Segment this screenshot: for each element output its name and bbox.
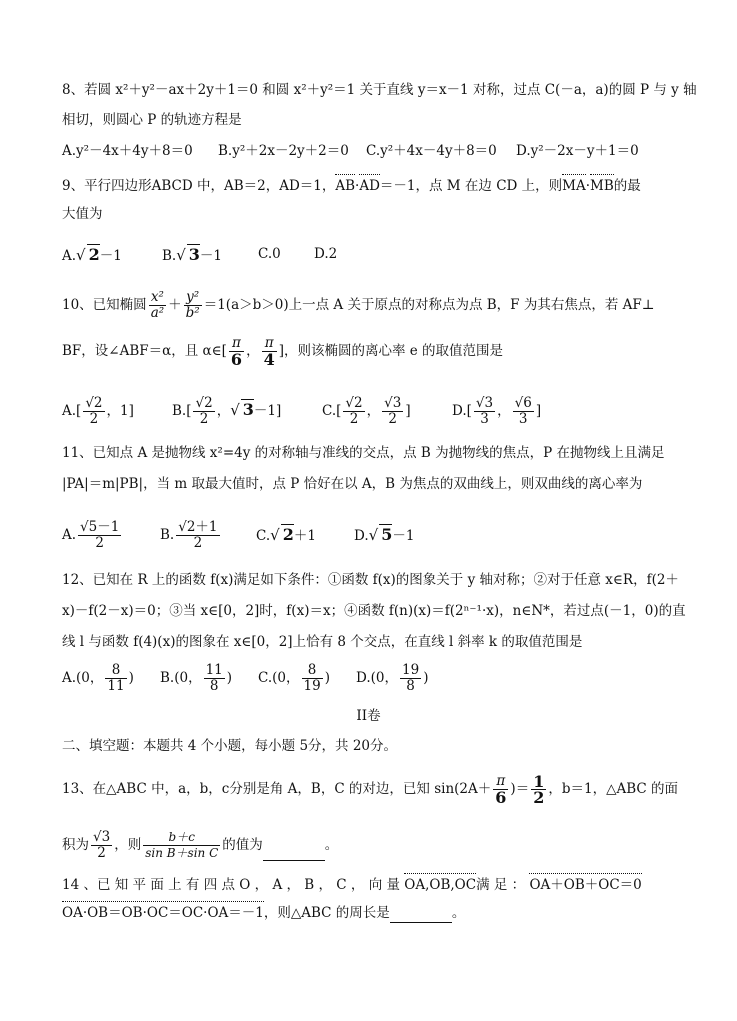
q13-stem-line2 bbox=[62, 830, 338, 861]
q12-option-c bbox=[258, 663, 330, 694]
q12-stem-line3: 线 l 与函数 f(4)(x)的图象在 x∈[0，2]上恰有 8 个交点，在直线 l 斜率 k 的取值范围是 bbox=[62, 634, 583, 650]
opt-frac bbox=[78, 520, 121, 551]
opt-label: C. bbox=[256, 528, 271, 544]
answer-blank[interactable] bbox=[390, 908, 452, 923]
frac-den: 6 bbox=[495, 788, 507, 807]
opt-frac bbox=[382, 396, 403, 427]
q9-opt-a-tail: －1 bbox=[99, 248, 122, 264]
q9-option-a: A.√ 2－1 bbox=[62, 245, 122, 264]
frac-num: 1 bbox=[533, 772, 545, 791]
q11-stem-line1: 11、已知点 A 是抛物线 x²=4y 的对称轴与准线的交点，点 B 为抛物线的焦点，P 在抛物线上且满足 bbox=[62, 445, 665, 461]
frac-den: a² bbox=[150, 305, 165, 321]
ratio-frac bbox=[143, 830, 220, 861]
frac-num: √3 bbox=[384, 395, 402, 411]
q11-option-d: D.√ 5－1 bbox=[354, 525, 415, 544]
q8-option-b: B.y²＋2x－2y＋2＝0 bbox=[218, 143, 349, 159]
opt-frac bbox=[105, 663, 126, 694]
opt-label: A.[ bbox=[62, 403, 82, 419]
opt-tail: －1] bbox=[253, 403, 282, 419]
one-half bbox=[531, 774, 546, 805]
opt-label: D. bbox=[354, 528, 369, 544]
frac-num: 8 bbox=[302, 663, 323, 679]
q9-option-c: C.0 bbox=[258, 246, 281, 262]
frac-den: 6 bbox=[230, 350, 243, 369]
ellipse-y-term bbox=[184, 290, 202, 321]
opt-label: B.(0， bbox=[160, 670, 202, 686]
frac-num: √2 bbox=[195, 395, 213, 411]
q9-option-d: D.2 bbox=[314, 246, 338, 262]
q13-stem-line1 bbox=[62, 774, 678, 805]
frac-den: 4 bbox=[263, 350, 275, 369]
q14-text-mid: 满 足 ： bbox=[476, 877, 526, 893]
frac-den: 2 bbox=[533, 788, 545, 807]
frac-den: 3 bbox=[518, 411, 528, 427]
frac-den: 2 bbox=[193, 535, 203, 551]
opt-tail: ] bbox=[535, 403, 542, 419]
q14-text-pre: 14 、已 知 平 面 上 有 四 点 O ， A ， B ， C ， 向 量 bbox=[62, 877, 400, 893]
vector-ab: AB bbox=[335, 173, 355, 196]
frac-num: π bbox=[229, 336, 244, 352]
q13-text-pre: 13、在△ABC 中，a，b，c分别是角 A，B，C 的对边，已知 sin(2A＋ bbox=[62, 781, 492, 797]
frac-den: 8 bbox=[209, 678, 219, 694]
frac-den: 2 bbox=[97, 845, 106, 861]
q11-stem-line2: |PA|＝m|PB|，当 m 取最大值时，点 P 恰好在以 A，B 为焦点的双曲线上，则双曲线的离心率为 bbox=[62, 476, 643, 492]
opt-label: C.[ bbox=[322, 403, 342, 419]
area-frac bbox=[91, 830, 112, 861]
q12-option-b bbox=[160, 663, 232, 694]
opt-label: A.(0， bbox=[62, 670, 104, 686]
opt-label: C.(0， bbox=[258, 670, 300, 686]
q10-option-d bbox=[452, 396, 541, 427]
opt-label: B. bbox=[160, 527, 175, 543]
opt-radicand: 2 bbox=[282, 525, 294, 544]
ellipse-x-term bbox=[149, 290, 166, 321]
opt-frac bbox=[343, 396, 364, 427]
frac-num: √5－1 bbox=[80, 519, 120, 535]
q14-vector-sum: OA＋OB＋OC＝0 bbox=[529, 872, 641, 895]
frac-den: 2 bbox=[349, 411, 359, 427]
opt-radicand: 3 bbox=[242, 400, 254, 419]
opt-frac bbox=[83, 396, 104, 427]
frac-den: 2 bbox=[199, 411, 209, 427]
frac-den: b² bbox=[185, 305, 200, 321]
q13-tail: 的值为 bbox=[222, 837, 263, 853]
opt-label: A. bbox=[62, 527, 77, 543]
q9-opt-b-radicand: 3 bbox=[188, 245, 200, 264]
opt-tail: ＋1 bbox=[293, 528, 316, 544]
opt-tail: ) bbox=[324, 670, 330, 686]
q8-stem-line2: 相切，则圆心 P 的轨迹方程是 bbox=[62, 112, 242, 128]
q9-text-post: 的最 bbox=[613, 178, 641, 194]
frac-num: π bbox=[493, 774, 508, 790]
opt-tail: ) bbox=[423, 670, 429, 686]
frac-num: b＋c bbox=[143, 830, 220, 846]
q9-opt-b-label: B. bbox=[162, 248, 177, 264]
frac-den: 2 bbox=[95, 535, 104, 551]
opt-frac bbox=[400, 663, 421, 694]
q13-then: ，则 bbox=[114, 837, 142, 853]
q9-opt-a-label: A. bbox=[62, 248, 77, 264]
q8-option-d: D.y²－2x－y＋1＝0 bbox=[516, 143, 639, 159]
q14-stem-line2 bbox=[62, 900, 465, 923]
q12-option-a bbox=[62, 663, 134, 694]
frac-den: 8 bbox=[406, 678, 415, 694]
frac-num: √2 bbox=[345, 395, 363, 411]
q9-text-mid: ＝－1，点 M 在边 CD 上，则 bbox=[379, 178, 563, 194]
q12-stem-line2: x)－f(2－x)＝0；③当 x∈[0，2]时，f(x)＝x；④函数 f(n)(x)＝f(2ⁿ⁻¹·x)，n∈N*，若过点(－1，0)的直 bbox=[62, 603, 686, 619]
q14-tail: ，则△ABC 的周长是 bbox=[263, 905, 390, 921]
q13-eq: )＝ bbox=[510, 781, 530, 797]
q13-text-post: ，b＝1，△ABC 的面 bbox=[548, 781, 678, 797]
opt-frac bbox=[302, 663, 323, 694]
opt-tail: ，1] bbox=[106, 403, 134, 419]
frac-num: √3 bbox=[93, 829, 111, 845]
q10-stem-line2: BF，设∠ABF＝α，且 α∈[ $\frac{\pi}{6}$ ， $\frac{\pi}{4}$ ]，则该椭圆的离心率 e 的取值范围是 bbox=[62, 335, 504, 369]
opt-sep: ， bbox=[497, 403, 511, 419]
q9-stem-line1: 9、平行四边形ABCD 中，AB＝2，AD＝1，AB·AD＝－1，点 M 在边 CD 上，则MA·MB的最 bbox=[62, 173, 641, 196]
frac-num: y² bbox=[184, 290, 202, 306]
q14-vectors: OA,OB,OC bbox=[404, 872, 476, 895]
frac-num: √2 bbox=[85, 395, 103, 411]
q8-option-a: A.y²－4x＋4y＋8＝0 bbox=[62, 143, 193, 159]
q10-stem-line1: 10、已知椭圆 $\frac{\text{x²}}{\text{a²}}$ ＋ $\frac{\text{y²}}{\text{b²}}$ ＝1(a＞b＞0)上一点 A 关于原点的对称点为点 B，F 为其右焦点，若 AF⊥ bbox=[62, 289, 655, 321]
q8-stem-line1: 8、若圆 x²＋y²－ax＋2y＋1＝0 和圆 x²＋y²＝1 关于直线 y＝x－1 对称，过点 C(－a，a)的圆 P 与 y 轴 bbox=[62, 82, 697, 98]
frac-num: 19 bbox=[402, 662, 420, 678]
q13-line2-pre: 积为 bbox=[62, 837, 89, 853]
pi-over-6 bbox=[229, 336, 244, 367]
q11-option-a bbox=[62, 520, 123, 551]
q14-stem-line1 bbox=[62, 872, 642, 895]
opt-tail: －1 bbox=[392, 528, 415, 544]
frac-num: √2＋1 bbox=[178, 519, 218, 535]
q9-opt-b-tail: －1 bbox=[199, 248, 223, 264]
q10-line2-post: ]，则该椭圆的离心率 e 的取值范围是 bbox=[278, 343, 504, 359]
q12-stem-line1: 12、已知在 R 上的函数 f(x)满足如下条件：①函数 f(x)的图象关于 y 轴对称；②对于任意 x∈R，f(2＋ bbox=[62, 572, 679, 588]
opt-frac bbox=[513, 396, 534, 427]
q8-option-c: C.y²＋4x－4y＋8＝0 bbox=[366, 143, 497, 159]
q10-option-c bbox=[322, 396, 411, 427]
opt-label: D.[ bbox=[452, 403, 472, 419]
opt-label: D.(0， bbox=[356, 670, 398, 686]
answer-blank[interactable] bbox=[263, 846, 325, 861]
q9-option-b: B.√ 3－1 bbox=[162, 245, 223, 264]
q10-line2-pre: BF，设∠ABF＝α，且 α∈[ bbox=[62, 343, 227, 359]
frac-num: 8 bbox=[105, 663, 126, 679]
q13-end: 。 bbox=[324, 837, 339, 853]
opt-frac bbox=[176, 520, 219, 551]
pi-over-4 bbox=[262, 336, 277, 367]
q9-text-pre: 9、平行四边形ABCD 中，AB＝2，AD＝1， bbox=[62, 178, 336, 194]
q9-stem-line2: 大值为 bbox=[62, 206, 103, 222]
frac-den: sin B＋sin C bbox=[145, 846, 219, 860]
vector-ad: AD bbox=[359, 173, 380, 196]
q12-option-d bbox=[356, 663, 428, 694]
frac-den: 11 bbox=[107, 678, 125, 694]
frac-den: 19 bbox=[303, 678, 321, 694]
opt-tail: ) bbox=[226, 670, 233, 686]
opt-label: B.[ bbox=[172, 403, 192, 419]
q11-option-b bbox=[160, 520, 222, 551]
frac-num: 11 bbox=[205, 662, 223, 678]
opt-sep: ， bbox=[366, 403, 381, 419]
part-heading: 二、填空题：本题共 4 个小题，每小题 5分，共 20分。 bbox=[62, 738, 398, 754]
opt-frac bbox=[204, 663, 225, 694]
opt-sep: ， bbox=[216, 403, 231, 419]
frac-num: √3 bbox=[475, 395, 494, 411]
opt-frac bbox=[474, 396, 495, 427]
q10-option-b: B.[ $\frac{√2}{2}$ ，√ 3－1] bbox=[172, 395, 282, 427]
q14-dot-products: OA·OB＝OB·OC＝OC·OA＝－1 bbox=[62, 900, 264, 923]
frac-den: 2 bbox=[89, 411, 99, 427]
q10-condition: ＝1(a＞b＞0) bbox=[203, 297, 289, 313]
q10-text-post: 上一点 A 关于原点的对称点为点 B，F 为其右焦点，若 AF⊥ bbox=[288, 297, 655, 313]
section-title: II卷 bbox=[356, 708, 381, 724]
q10-option-a bbox=[62, 396, 134, 427]
frac-den: 3 bbox=[480, 411, 489, 427]
vector-ma: MA bbox=[562, 173, 586, 196]
opt-radicand: 5 bbox=[381, 525, 393, 544]
frac-num: x² bbox=[149, 290, 166, 306]
pi-over-6 bbox=[493, 774, 508, 805]
q11-option-c: C.√ 2＋1 bbox=[256, 525, 316, 544]
opt-tail: ] bbox=[405, 403, 411, 419]
opt-frac bbox=[193, 396, 214, 427]
q10-text-pre: 10、已知椭圆 bbox=[62, 297, 147, 313]
q14-end: 。 bbox=[451, 905, 466, 921]
opt-tail: ) bbox=[128, 670, 134, 686]
frac-num: π bbox=[262, 336, 277, 352]
frac-den: 2 bbox=[388, 411, 397, 427]
frac-num: √6 bbox=[514, 395, 532, 411]
q9-opt-a-radicand: 2 bbox=[88, 245, 100, 264]
vector-mb: MB bbox=[590, 173, 614, 196]
